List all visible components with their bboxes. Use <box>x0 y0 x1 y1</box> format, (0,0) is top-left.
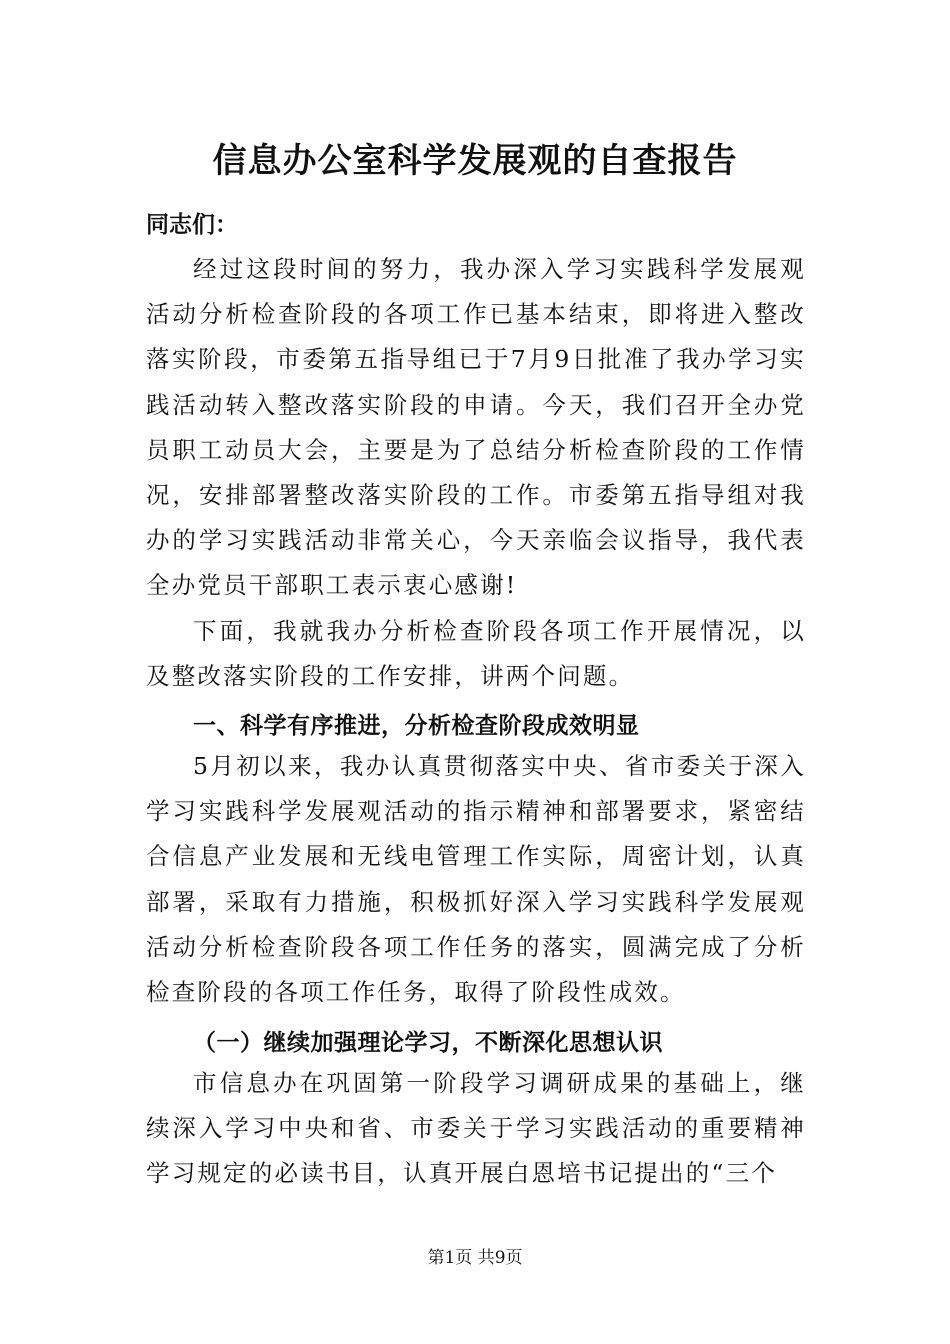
paragraph-outline: 下面，我就我办分析检查阶段各项工作开展情况，以及整改落实阶段的工作安排，讲两个问题。 <box>146 617 806 691</box>
salutation: 同志们： <box>146 212 238 238</box>
page-number-footer: 第1页 共9页 <box>427 1248 523 1268</box>
paragraph-subsection-1: 市信息办在巩固第一阶段学习调研成果的基础上，继续深入学习中央和省、市委关于学习实践活动的重要精神学习规定的必读书目，认真开展白恩培书记提出的“三个 <box>146 1069 806 1188</box>
page-title: 信息办公室科学发展观的自查报告 <box>212 141 738 181</box>
section-heading-1: 一、科学有序推进，分析检查阶段成效明显 <box>193 713 640 739</box>
subsection-heading-1: （一）继续加强理论学习，不断深化思想认识 <box>193 1030 663 1056</box>
paragraph-intro: 经过这段时间的努力，我办深入学习实践科学发展观活动分析检查阶段的各项工作已基本结束，即将进入整改落实阶段，市委第五指导组已于7月9日批准了我办学习实践活动转入整改落实阶段的申请。今天，我们召开全办党员职工动员大会，主要是为了总结分析检查阶段的工作情况，安排部署整改落实阶段的工作。市委第五指导组对我办的学习实践活动非常关心，今天亲临会议指导，我代表全办党员干部职工表示衷心感谢! <box>146 255 806 600</box>
paragraph-section-1: 5月初以来，我办认真贯彻落实中央、省市委关于深入学习实践科学发展观活动的指示精神和部署要求，紧密结合信息产业发展和无线电管理工作实际，周密计划，认真部署，采取有力措施，积极抓好深入学习实践科学发展观活动分析检查阶段各项工作任务的落实，圆满完成了分析检查阶段的各项工作任务，取得了阶段性成效。 <box>146 752 806 1007</box>
